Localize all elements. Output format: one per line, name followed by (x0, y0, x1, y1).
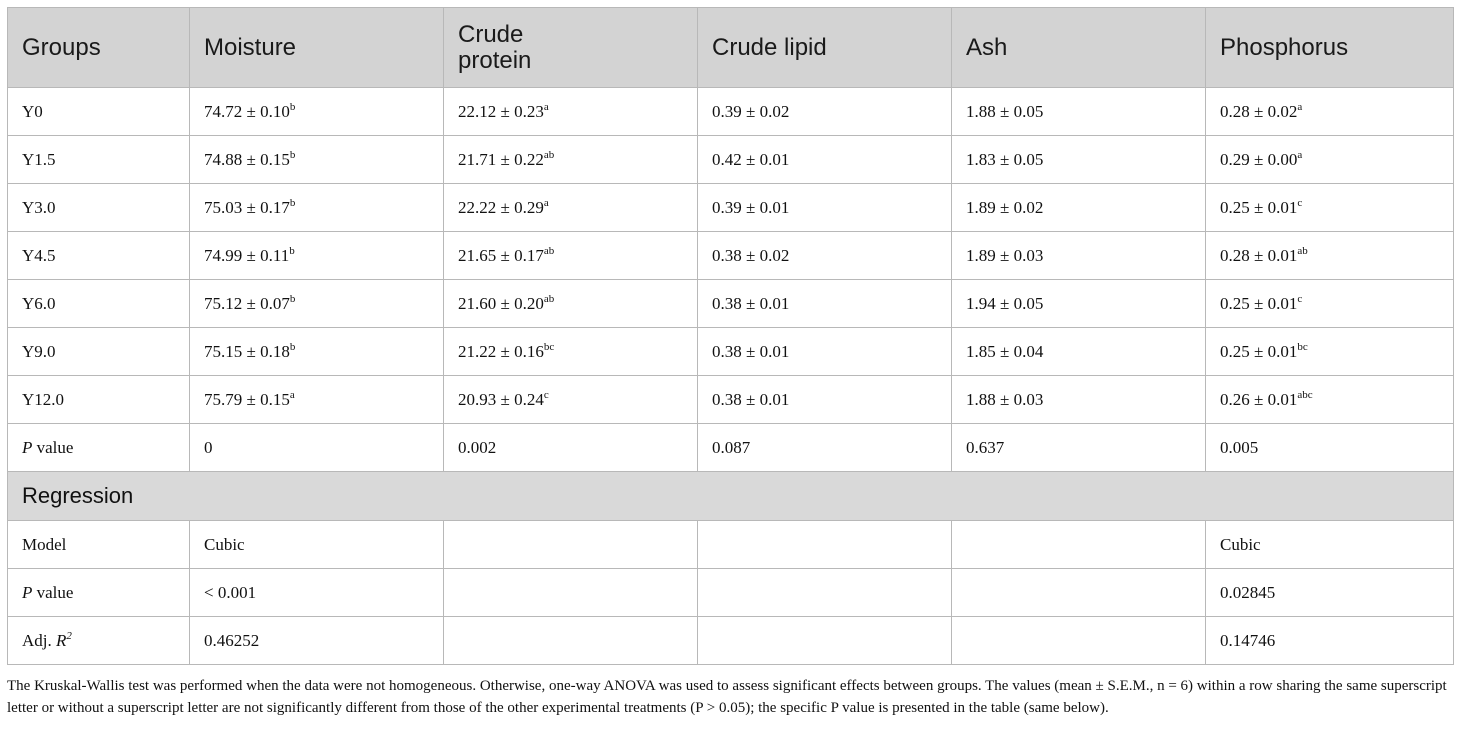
cell-ash (952, 569, 1206, 617)
cell-value: Y0 (22, 101, 43, 121)
cell-crude-protein (444, 88, 698, 136)
composition-table (7, 7, 1454, 665)
significance-letter: bc (1297, 340, 1308, 353)
cell-ash (952, 88, 1206, 136)
cell-value: Y3.0 (22, 197, 56, 217)
cell-ash (952, 376, 1206, 424)
cell-value: 0.39 ± 0.01 (712, 197, 790, 217)
table-row (8, 184, 1454, 232)
significance-letter: a (1297, 148, 1303, 161)
significance-letter: b (289, 196, 296, 209)
cell-value: Cubic (204, 534, 245, 554)
cell-crude-lipid (698, 184, 952, 232)
cell-value: value (32, 582, 74, 602)
cell-value: 22.22 ± 0.29 (458, 197, 544, 217)
cell-value: Cubic (1220, 534, 1261, 554)
cell-moisture (190, 617, 444, 665)
cell-value: 0.087 (712, 437, 751, 457)
table-row (8, 88, 1454, 136)
cell-value: 0.28 ± 0.01 (1220, 245, 1298, 265)
cell-group (8, 328, 190, 376)
regression-row (8, 617, 1454, 665)
cell-value: 20.93 ± 0.24 (458, 389, 544, 409)
significance-letter: abc (1297, 388, 1313, 401)
cell-value: 0.637 (966, 437, 1005, 457)
header-phosphorus: Phosphorus (1206, 8, 1454, 88)
cell-value: 0 (204, 437, 213, 457)
significance-letter: ab (543, 292, 555, 305)
table-row (8, 232, 1454, 280)
cell-moisture (190, 424, 444, 472)
cell-phosphorus (1206, 328, 1454, 376)
cell-crude-protein (444, 617, 698, 665)
cell-crude-lipid (698, 521, 952, 569)
r-letter: R (56, 630, 67, 650)
cell-value: Y6.0 (22, 293, 56, 313)
header-crude-protein: Crude protein (444, 8, 698, 88)
cell-ash (952, 328, 1206, 376)
cell-crude-protein (444, 184, 698, 232)
section-row-regression (8, 472, 1454, 521)
cell-crude-lipid (698, 280, 952, 328)
header-row (8, 8, 1454, 88)
cell-moisture (190, 232, 444, 280)
cell-value: Y12.0 (22, 389, 65, 409)
significance-letter: c (1297, 292, 1303, 305)
cell-group (8, 88, 190, 136)
table-container (7, 7, 1453, 665)
cell-phosphorus (1206, 136, 1454, 184)
cell-moisture (190, 569, 444, 617)
cell-value: 0.25 ± 0.01 (1220, 293, 1298, 313)
regression-row (8, 569, 1454, 617)
cell-value: 1.85 ± 0.04 (966, 341, 1044, 361)
cell-value: 1.88 ± 0.05 (966, 101, 1044, 121)
significance-letter: ab (543, 244, 555, 257)
r-squared-exponent: 2 (66, 629, 72, 642)
cell-phosphorus (1206, 376, 1454, 424)
cell-group (8, 280, 190, 328)
header-groups: Groups (8, 8, 190, 88)
cell-value: 0.25 ± 0.01 (1220, 341, 1298, 361)
cell-value: 1.88 ± 0.03 (966, 389, 1044, 409)
regression-row (8, 521, 1454, 569)
cell-value: Y1.5 (22, 149, 56, 169)
cell-crude-protein (444, 232, 698, 280)
cell-moisture (190, 184, 444, 232)
cell-value: 0.39 ± 0.02 (712, 101, 790, 121)
significance-letter: a (543, 196, 549, 209)
cell-group (8, 376, 190, 424)
table-footnote: The Kruskal-Wallis test was performed when the data were not homogeneous. Otherwise, one-way ANOVA was used to assess significant effects between groups. The values (mean ± S.E.M., n = 6) within a row sharing the same superscript letter or without a superscript letter are not significantly different from those of the other experimental treatments (P > 0.05); the specific P value is presented in the table (same below). (7, 678, 1447, 716)
table-body (8, 88, 1454, 665)
cell-value: 0.14746 (1220, 630, 1276, 650)
cell-phosphorus (1206, 88, 1454, 136)
cell-value: Y9.0 (22, 341, 56, 361)
header-ash: Ash (952, 8, 1206, 88)
cell-phosphorus (1206, 521, 1454, 569)
cell-ash (952, 136, 1206, 184)
cell-crude-protein (444, 376, 698, 424)
table-row (8, 136, 1454, 184)
cell-ash (952, 617, 1206, 665)
cell-value: 1.89 ± 0.03 (966, 245, 1044, 265)
cell-moisture (190, 521, 444, 569)
cell-value: 0.38 ± 0.01 (712, 341, 790, 361)
cell-crude-protein (444, 521, 698, 569)
significance-letter: b (289, 244, 295, 257)
cell-value: 0.42 ± 0.01 (712, 149, 790, 169)
cell-value: 75.79 ± 0.15 (204, 389, 290, 409)
cell-phosphorus (1206, 617, 1454, 665)
cell-moisture (190, 376, 444, 424)
cell-group (8, 521, 190, 569)
significance-letter: a (1297, 100, 1303, 113)
cell-value: 0.38 ± 0.02 (712, 245, 790, 265)
cell-group (8, 569, 190, 617)
cell-moisture (190, 328, 444, 376)
cell-value: 74.72 ± 0.10 (204, 101, 290, 121)
cell-crude-protein (444, 569, 698, 617)
cell-phosphorus (1206, 569, 1454, 617)
cell-value: 21.65 ± 0.17 (458, 245, 544, 265)
cell-moisture (190, 136, 444, 184)
cell-moisture (190, 280, 444, 328)
cell-value: 0.29 ± 0.00 (1220, 149, 1298, 169)
cell-crude-protein (444, 424, 698, 472)
cell-value: 0.46252 (204, 630, 260, 650)
cell-value: Model (22, 534, 67, 554)
cell-crude-lipid (698, 88, 952, 136)
header-moisture: Moisture (190, 8, 444, 88)
cell-value: 1.83 ± 0.05 (966, 149, 1044, 169)
cell-phosphorus (1206, 280, 1454, 328)
significance-letter: b (289, 292, 296, 305)
cell-crude-lipid (698, 232, 952, 280)
cell-crude-lipid (698, 424, 952, 472)
significance-letter: b (289, 340, 296, 353)
cell-ash (952, 232, 1206, 280)
cell-value: 21.22 ± 0.16 (458, 341, 544, 361)
significance-letter: ab (1297, 244, 1308, 257)
cell-group (8, 184, 190, 232)
cell-value: 75.12 ± 0.07 (204, 293, 290, 313)
cell-value: 0.005 (1220, 437, 1259, 457)
cell-value: 0.25 ± 0.01 (1220, 197, 1298, 217)
significance-letter: a (289, 388, 295, 401)
cell-ash (952, 280, 1206, 328)
significance-letter: bc (543, 340, 555, 353)
cell-value: 0.26 ± 0.01 (1220, 389, 1298, 409)
cell-value: 1.89 ± 0.02 (966, 197, 1044, 217)
cell-value: Adj. (22, 630, 56, 650)
cell-value: 75.15 ± 0.18 (204, 341, 290, 361)
cell-moisture (190, 88, 444, 136)
cell-crude-protein (444, 280, 698, 328)
section-label: Regression (8, 472, 1454, 521)
cell-value: value (32, 437, 74, 457)
r-squared-symbol (56, 631, 72, 650)
cell-group (8, 617, 190, 665)
cell-crude-lipid (698, 136, 952, 184)
cell-value: 1.94 ± 0.05 (966, 293, 1044, 313)
italic-symbol: P (22, 437, 33, 457)
cell-value: 0.002 (458, 437, 497, 457)
cell-value: 21.60 ± 0.20 (458, 293, 544, 313)
significance-letter: c (543, 388, 549, 401)
cell-phosphorus (1206, 424, 1454, 472)
cell-ash (952, 521, 1206, 569)
cell-value: 74.88 ± 0.15 (204, 149, 290, 169)
cell-value: 21.71 ± 0.22 (458, 149, 544, 169)
cell-crude-lipid (698, 328, 952, 376)
cell-phosphorus (1206, 232, 1454, 280)
cell-group (8, 136, 190, 184)
significance-letter: ab (543, 148, 555, 161)
cell-crude-lipid (698, 569, 952, 617)
table-row (8, 424, 1454, 472)
significance-letter: a (543, 100, 549, 113)
cell-value: 75.03 ± 0.17 (204, 197, 290, 217)
cell-value: 22.12 ± 0.23 (458, 101, 544, 121)
cell-phosphorus (1206, 184, 1454, 232)
significance-letter: b (289, 148, 296, 161)
cell-value: 0.38 ± 0.01 (712, 293, 790, 313)
italic-symbol: P (22, 582, 33, 602)
cell-crude-lipid (698, 617, 952, 665)
table-row (8, 280, 1454, 328)
cell-value: 0.28 ± 0.02 (1220, 101, 1298, 121)
cell-ash (952, 424, 1206, 472)
cell-crude-lipid (698, 376, 952, 424)
table-row (8, 328, 1454, 376)
significance-letter: c (1297, 196, 1303, 209)
cell-crude-protein (444, 328, 698, 376)
cell-value: 0.38 ± 0.01 (712, 389, 790, 409)
cell-crude-protein (444, 136, 698, 184)
cell-value: Y4.5 (22, 245, 56, 265)
significance-letter: b (289, 100, 296, 113)
cell-value: 74.99 ± 0.11 (204, 245, 290, 265)
cell-value: 0.02845 (1220, 582, 1276, 602)
cell-value: < 0.001 (204, 582, 257, 602)
header-crude-lipid: Crude lipid (698, 8, 952, 88)
cell-group (8, 232, 190, 280)
cell-group (8, 424, 190, 472)
cell-ash (952, 184, 1206, 232)
table-row (8, 376, 1454, 424)
